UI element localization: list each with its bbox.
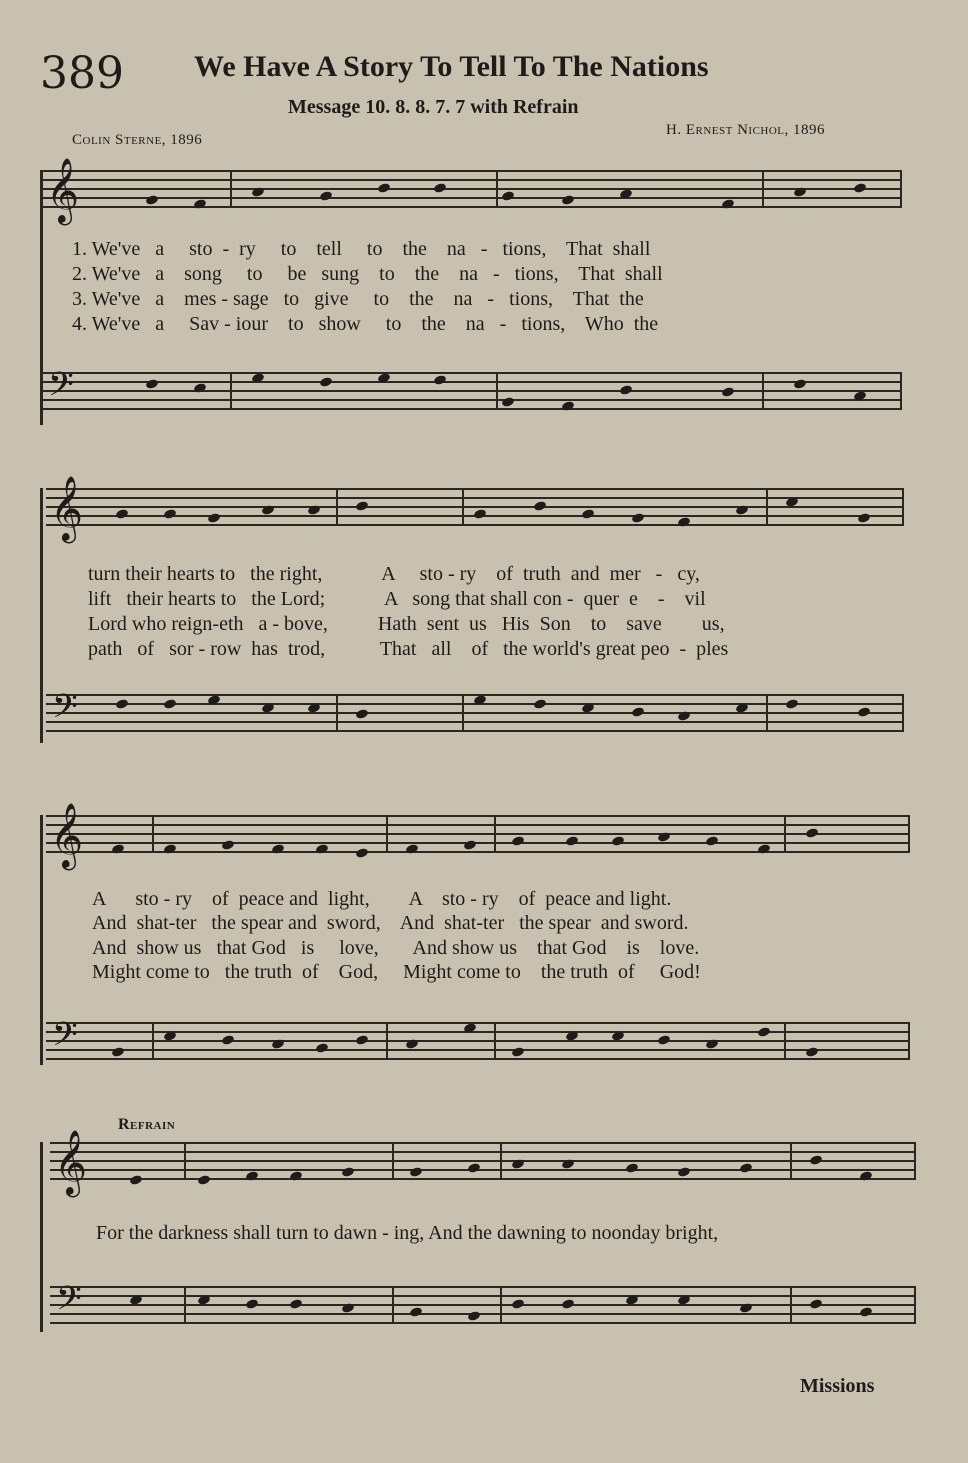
lyric-verse-3: Lord who reign-eth a - bove, Hath sent us His Son to save us,	[88, 613, 725, 635]
lyric-verse-2: 2. We've a song to be sung to the na - tions, That shall	[72, 263, 663, 285]
lyric-verse-4: Might come to the truth of God, Might come to the truth of God!	[92, 961, 701, 983]
meter: Message 10. 8. 8. 7. 7 with Refrain	[288, 96, 579, 118]
bass-clef-icon: 𝄢	[52, 1016, 78, 1062]
lyric-verse-1: 1. We've a sto - ry to tell to the na - tions, That shall	[72, 238, 651, 260]
lyric-verse-4: path of sor - row has trod, That all of the world's great peo - ples	[88, 638, 729, 660]
treble-clef-icon: 𝄞	[50, 803, 84, 868]
lyric-verse-1: A sto - ry of peace and light, A sto - ry of peace and light.	[92, 888, 672, 910]
lyric-verse-4: 4. We've a Sav - iour to show to the na - tions, Who the	[72, 313, 659, 335]
lyric-verse-1: turn their hearts to the right, A sto - ry of truth and mer - cy,	[88, 563, 700, 585]
treble-clef-icon: 𝄞	[54, 1130, 88, 1195]
lyric-verse-2: lift their hearts to the Lord; A song that shall con - quer e - vil	[88, 588, 706, 610]
hymn-number: 389	[40, 48, 124, 99]
bass-staff-2	[46, 688, 904, 734]
bass-staff-1	[42, 366, 902, 412]
bass-clef-icon: 𝄢	[56, 1280, 82, 1326]
lyric-verse-2: And shat-ter the spear and sword, And shat-ter the spear and sword.	[92, 912, 689, 934]
lyric-verse-3: And show us that God is love, And show us that God is love.	[92, 937, 700, 959]
treble-clef-icon: 𝄞	[46, 158, 80, 223]
treble-staff-1	[42, 158, 902, 223]
music-composer: H. Ernest Nichol, 1896	[666, 122, 826, 138]
treble-staff-3	[46, 803, 910, 868]
hymn-title: We Have A Story To Tell To The Nations	[194, 50, 709, 83]
bass-staff-3	[46, 1016, 910, 1062]
treble-staff-2	[46, 476, 904, 541]
system-brace	[40, 815, 43, 1065]
bass-clef-icon: 𝄢	[52, 688, 78, 734]
words-author: Colin Sterne, 1896	[72, 132, 203, 148]
lyric-verse-3: 3. We've a mes - sage to give to the na - tions, That the	[72, 288, 644, 310]
category-label: Missions	[800, 1375, 875, 1397]
system-brace	[40, 1142, 43, 1332]
treble-staff-refrain	[50, 1130, 916, 1195]
bass-staff-refrain	[50, 1280, 916, 1326]
refrain-lyric: For the darkness shall turn to dawn - ing, And the dawning to noonday bright,	[96, 1222, 719, 1244]
system-brace	[40, 488, 43, 743]
refrain-label: Refrain	[118, 1116, 176, 1133]
bass-clef-icon: 𝄢	[48, 366, 74, 412]
treble-clef-icon: 𝄞	[50, 476, 84, 541]
